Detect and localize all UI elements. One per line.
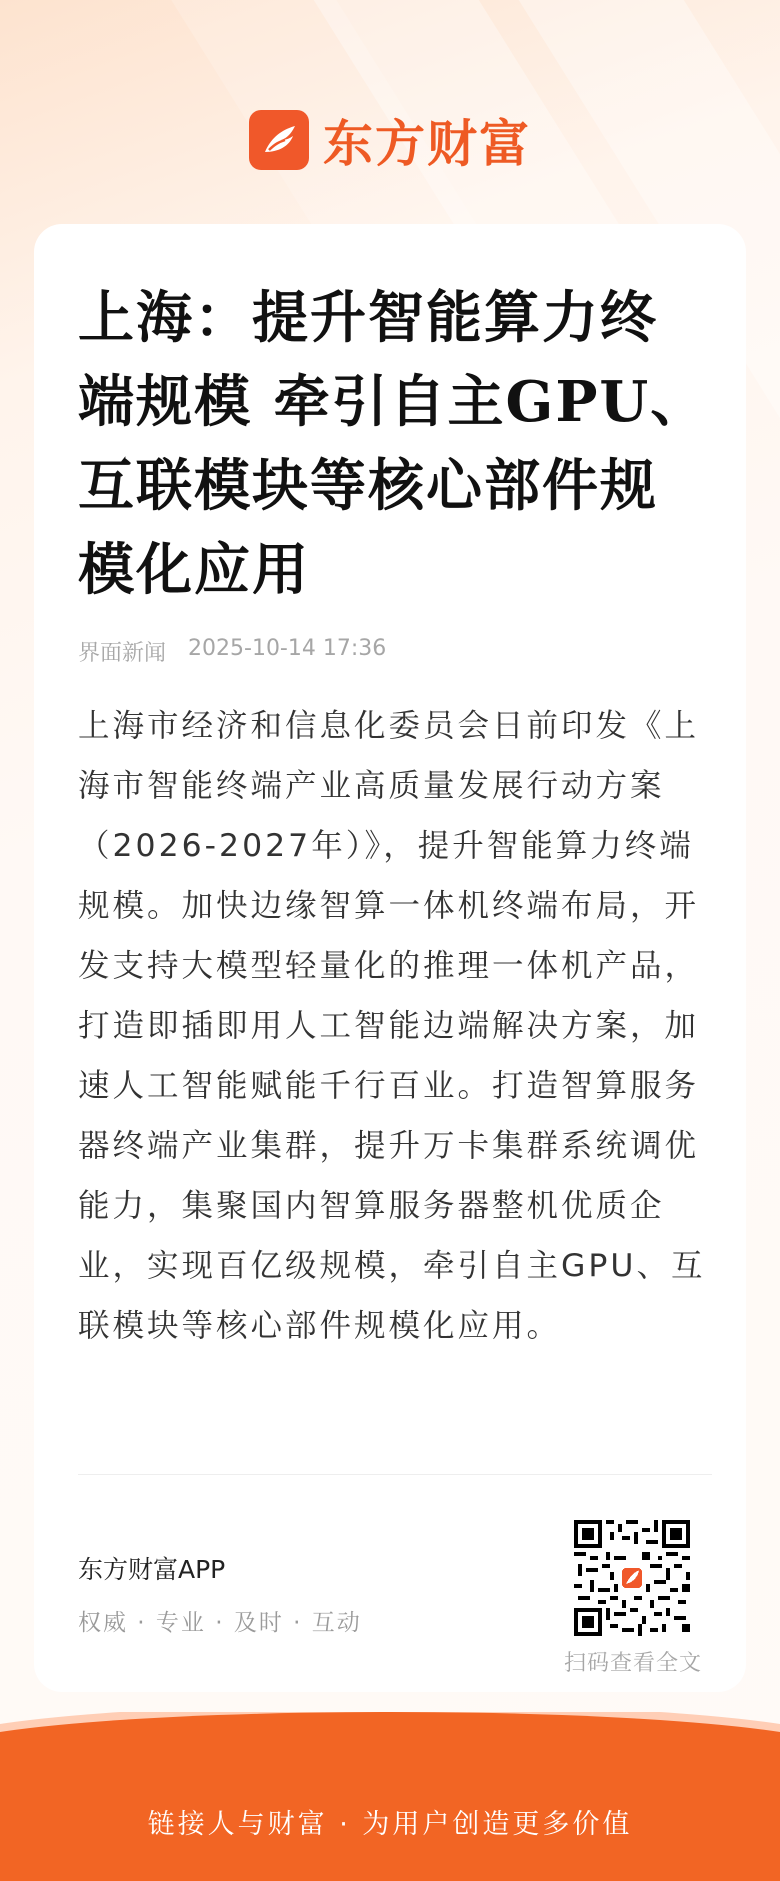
dongfang-caifu-logo-icon (249, 110, 309, 170)
article-body: 上海市经济和信息化委员会日前印发《上海市智能终端产业高质量发展行动方案（2026-2027年）》，提升智能算力终端规模。加快边缘智算一体机终端布局，开发支持大模型轻量化的推理一体机产品，打造即插即用人工智能边端解决方案，加速人工智能赋能千行百业。打造智算服务器终端产业集群，提升万卡集群系统调优能力，集聚国内智算服务器整机优质企业，实现百亿级规模，牵引自主GPU、互联模块等核心部件规模化应用。 (78, 708, 706, 1344)
footer-wave (0, 1712, 780, 1881)
article-meta (78, 636, 386, 667)
app-name: 东方财富APP (78, 1555, 226, 1584)
article-title: 上海：提升智能算力终端规模 牵引自主GPU、互联模块等核心部件规模化应用 (78, 285, 709, 603)
divider (78, 1474, 712, 1475)
article-source: 界面新闻 (78, 641, 167, 666)
footer-tagline: 链接人与财富 · 为用户创造更多价值 (147, 1809, 633, 1840)
qr-caption: 扫码查看全文 (563, 1651, 702, 1676)
article-card (34, 224, 746, 1692)
brand-header (0, 104, 780, 176)
brand-logo-text: 东方财富 (323, 114, 531, 173)
app-slogan: 权威 · 专业 · 及时 · 互动 (78, 1610, 362, 1636)
footer-banner (0, 1712, 780, 1881)
qr-code-icon[interactable] (574, 1520, 690, 1636)
article-timestamp: 2025-10-14 17:36 (188, 636, 387, 661)
